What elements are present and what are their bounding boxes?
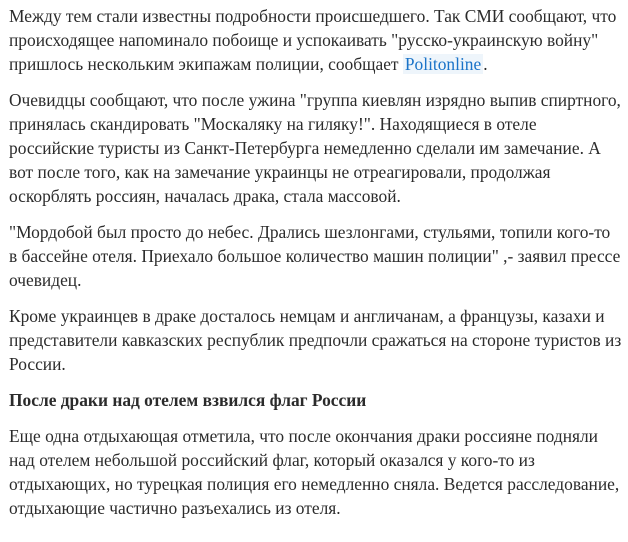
section-subheading: После драки над отелем взвился флаг России	[9, 390, 367, 410]
paragraph-3: "Мордобой был просто до небес. Дрались шезлонгами, стульями, топили кого-то в бассейне отеля. Приехало большое количество машин полиции" ,- заявил прессе очевидец.	[9, 222, 621, 290]
paragraph-5: Еще одна отдыхающая отметила, что после окончания драки россияне подняли над отелем небольшой российский флаг, который оказался у кого-то из отдыхающих, но турецкая полиция его немедленно сняла. Ведется расследование, отдыхающие частично разъехались из отеля.	[9, 426, 620, 518]
paragraph-2: Очевидцы сообщают, что после ужина "группа киевлян изрядно выпив спиртного, принялась скандировать "Москаляку на гиляку!". Находящиеся в отеле российские туристы из Санкт-Петербурга немедленно сделали им замечание. А вот после того, как на замечание украинцы не отреагировали, продолжая оскорблять россиян, началась драка, стала массовой.	[9, 90, 621, 206]
politonline-link[interactable]: Politonline	[404, 54, 482, 74]
article-body	[0, 4, 628, 520]
paragraph-1-text: Между тем стали известны подробности происшедшего. Так СМИ сообщают, что происходящее напоминало побоище и успокаивать "русско-украинскую войну" пришлось нескольким экипажам полиции, сообщает	[9, 6, 617, 74]
paragraph-1	[9, 4, 622, 76]
paragraph-4: Кроме украинцев в драке досталось немцам и англичанам, а французы, казахи и представители кавказских республик предпочли сражаться на стороне туристов из России.	[9, 306, 622, 374]
paragraph-1-end: .	[483, 54, 488, 74]
